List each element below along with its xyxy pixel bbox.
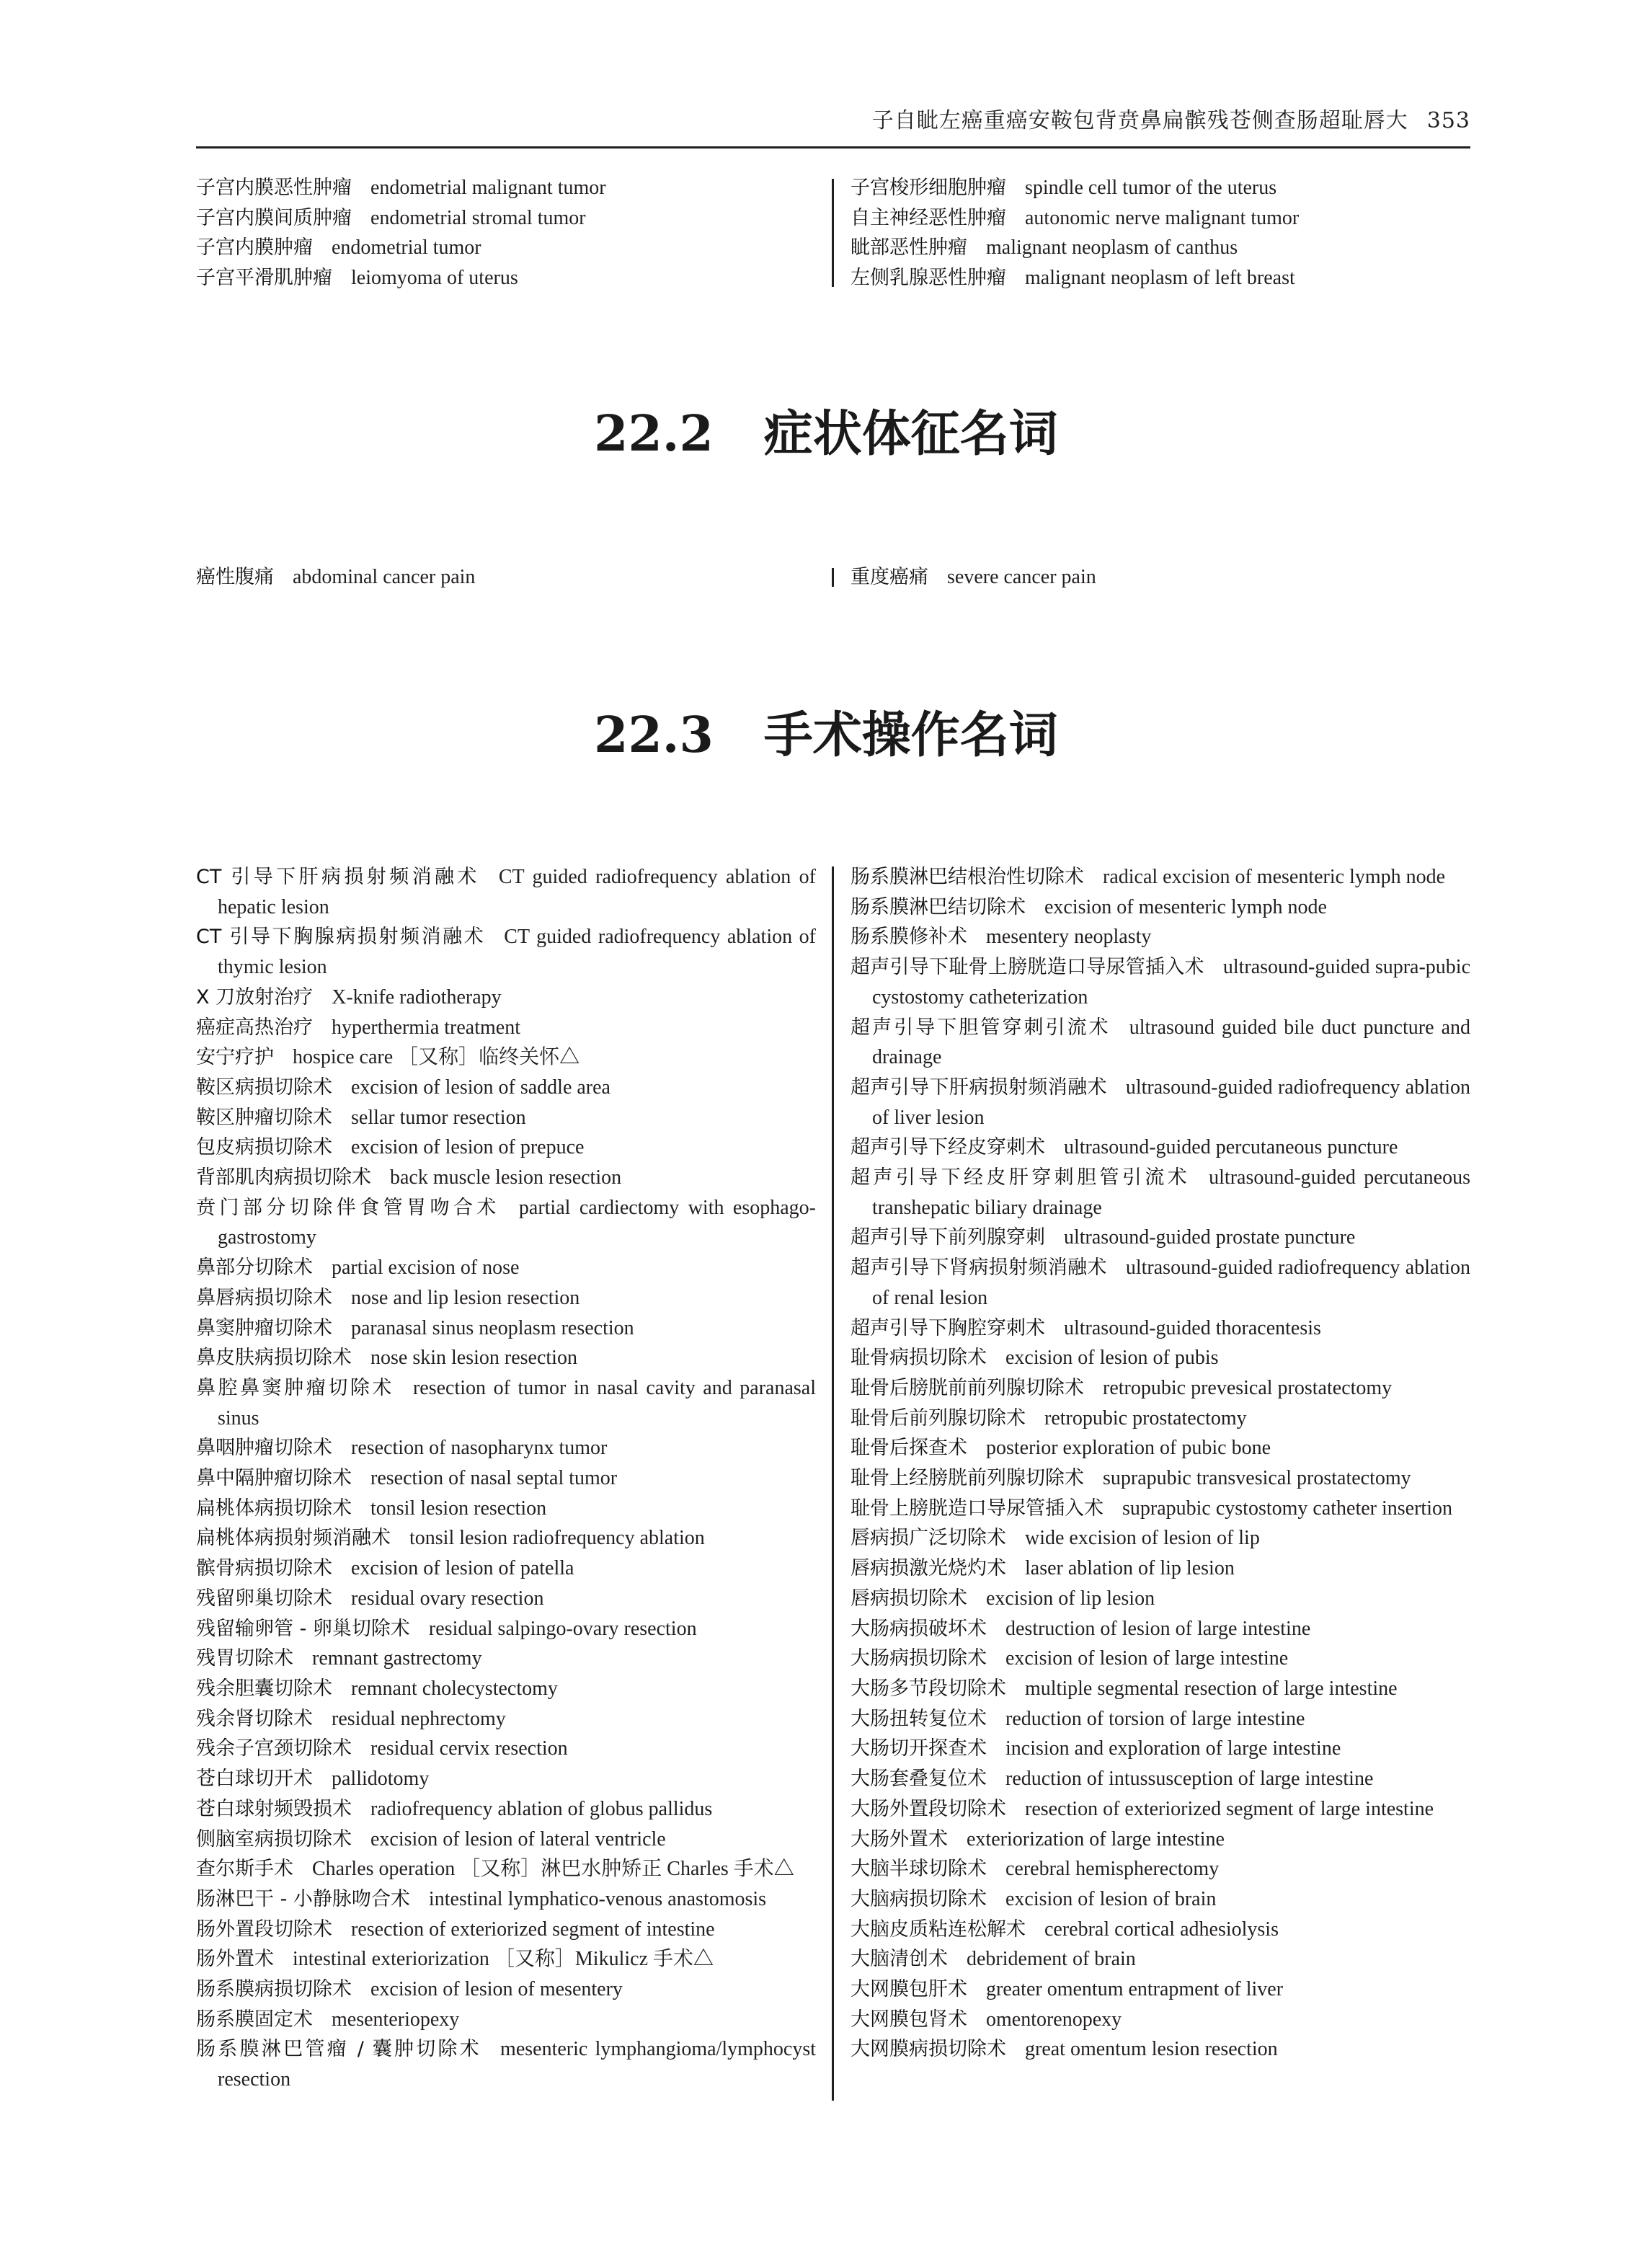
term-english: X-knife radiotherapy [332, 985, 502, 1009]
term-english: excision of lesion of saddle area [351, 1076, 610, 1099]
term-chinese: 超声引导下肝病损射频消融术 [851, 1076, 1107, 1099]
term-entry [196, 2005, 816, 2035]
term-english: pallidotomy [332, 1768, 430, 1791]
term-chinese: 耻骨后膀胱前前列腺切除术 [851, 1376, 1084, 1399]
term-chinese: 耻骨后前列腺切除术 [851, 1406, 1026, 1430]
term-english: Charles operation ［又称］淋巴水肿矫正 Charles 手术△ [312, 1858, 794, 1881]
term-chinese: 残留卵巢切除术 [196, 1587, 332, 1610]
term-english: partial cardiectomy with esophago-gastrostomy [218, 1196, 816, 1249]
term-english: omentorenopexy [986, 2008, 1122, 2031]
term-entry [196, 1614, 816, 1644]
term-entry [196, 1734, 816, 1764]
term-entry [851, 1343, 1470, 1373]
term-entry [851, 1584, 1470, 1614]
term-chinese: 超声引导下经皮穿刺术 [851, 1136, 1045, 1159]
term-entry [851, 1764, 1470, 1794]
term-chinese: 耻骨上经膀胱前列腺切除术 [851, 1467, 1084, 1490]
term-chinese: 大肠切开探查术 [851, 1737, 987, 1760]
term-entry [851, 1132, 1470, 1163]
term-english: partial excision of nose [332, 1256, 520, 1280]
term-entry [851, 922, 1470, 952]
term-entry [196, 1674, 816, 1704]
column-divider [832, 568, 834, 587]
term-english: excision of lesion of mesentery [370, 1978, 623, 2001]
term-english: laser ablation of lip lesion [1025, 1557, 1235, 1580]
term-chinese: 子宫内膜间质肿瘤 [196, 206, 352, 229]
term-chinese: 肠系膜淋巴结根治性切除术 [851, 866, 1084, 888]
term-chinese: 大肠外置术 [851, 1827, 948, 1850]
section-number: 22.2 [594, 405, 714, 463]
term-english: excision of mesenteric lymph node [1044, 895, 1327, 918]
term-english: resection of nasopharynx tumor [351, 1437, 608, 1460]
term-english: nose skin lesion resection [370, 1347, 577, 1370]
term-english: posterior exploration of pubic bone [986, 1437, 1271, 1460]
term-english: nose and lip lesion resection [351, 1286, 580, 1309]
term-entry [851, 1463, 1470, 1494]
term-english: excision of lesion of lateral ventricle [370, 1827, 666, 1850]
term-chinese: 癌性腹痛 [196, 566, 274, 588]
term-chinese: 查尔斯手术 [196, 1858, 293, 1881]
term-chinese: 超声引导下前列腺穿刺 [851, 1226, 1045, 1249]
term-english: radiofrequency ablation of globus pallidus [370, 1797, 713, 1820]
section-number: 22.3 [594, 706, 714, 764]
term-entry [851, 1794, 1470, 1825]
term-chinese: 残胃切除术 [196, 1647, 293, 1670]
term-block-2 [196, 562, 1470, 598]
term-entry [196, 1704, 816, 1734]
term-entry [196, 1854, 816, 1884]
term-chinese: 唇病损广泛切除术 [851, 1527, 1006, 1550]
term-chinese: 大肠多节段切除术 [851, 1677, 1006, 1700]
term-english: excision of lesion of large intestine [1005, 1647, 1289, 1670]
term-english: mesentery neoplasty [986, 926, 1152, 949]
term-chinese: 唇病损切除术 [851, 1587, 967, 1610]
term-entry [851, 1644, 1470, 1674]
term-english: cerebral hemispherectomy [1005, 1858, 1220, 1881]
term-column-right [851, 562, 1470, 593]
section-heading-22-3 [0, 706, 1652, 764]
term-entry [851, 952, 1470, 1012]
term-chinese: 苍白球射频毁损术 [196, 1797, 352, 1820]
term-english: excision of lesion of patella [351, 1557, 574, 1580]
term-chinese: 超声引导下肾病损射频消融术 [851, 1256, 1107, 1280]
term-english: residual ovary resection [351, 1587, 544, 1610]
term-chinese: 安宁疗护 [196, 1046, 274, 1069]
term-english: autonomic nerve malignant tumor [1025, 206, 1300, 229]
term-entry [851, 562, 1470, 593]
term-chinese: 残余胆囊切除术 [196, 1677, 332, 1700]
term-english: excision of lesion of pubis [1005, 1347, 1219, 1370]
section-title: 手术操作名词 [763, 706, 1058, 764]
header-text [872, 107, 1470, 136]
term-entry [851, 1854, 1470, 1884]
term-entry [851, 1974, 1470, 2005]
term-entry [196, 263, 816, 293]
term-chinese: 大脑病损切除术 [851, 1887, 987, 1910]
term-chinese: 大肠病损破坏术 [851, 1617, 987, 1640]
term-entry [851, 1373, 1470, 1404]
term-entry [196, 1313, 816, 1344]
term-chinese: 大肠套叠复位术 [851, 1768, 987, 1791]
term-entry [196, 1884, 816, 1915]
term-english: ultrasound-guided radiofrequency ablation of liver lesion [872, 1076, 1470, 1129]
term-english: resection of nasal septal tumor [370, 1467, 618, 1490]
term-english: excision of lip lesion [986, 1587, 1155, 1610]
term-english: exteriorization of large intestine [967, 1827, 1225, 1850]
term-english: multiple segmental resection of large intestine [1025, 1677, 1398, 1700]
term-column-right [851, 862, 1470, 2065]
term-entry [196, 1132, 816, 1163]
term-chinese: 大脑半球切除术 [851, 1858, 987, 1881]
term-english: resection of exteriorized segment of large intestine [1025, 1797, 1434, 1820]
term-entry [851, 862, 1470, 892]
term-chinese: 眦部恶性肿瘤 [851, 236, 967, 260]
term-english: endometrial tumor [332, 236, 481, 260]
term-chinese: 大肠外置段切除术 [851, 1797, 1006, 1820]
term-column-left [196, 562, 816, 593]
term-entry [196, 1644, 816, 1674]
term-entry [851, 1523, 1470, 1553]
term-entry [851, 203, 1470, 234]
term-english: ultrasound-guided supra-pubic cystostomy catheterization [872, 956, 1470, 1009]
running-header [196, 107, 1470, 146]
term-entry [196, 562, 816, 593]
term-english: residual cervix resection [370, 1737, 568, 1760]
term-chinese: 重度癌痛 [851, 566, 928, 588]
section-heading-22-2 [0, 405, 1652, 463]
term-entry [851, 1223, 1470, 1253]
term-chinese: 大肠扭转复位术 [851, 1707, 987, 1730]
term-chinese: 自主神经恶性肿瘤 [851, 206, 1006, 229]
term-english: residual nephrectomy [332, 1707, 506, 1730]
term-entry [196, 983, 816, 1013]
term-chinese: 超声引导下经皮肝穿刺胆管引流术 [851, 1166, 1191, 1189]
term-english: intestinal lymphatico-venous anastomosis [428, 1887, 767, 1910]
term-english: severe cancer pain [947, 566, 1096, 588]
term-entry [196, 1825, 816, 1855]
term-english: incision and exploration of large intestine [1005, 1737, 1341, 1760]
page-number: 353 [1426, 108, 1470, 133]
term-entry [196, 1013, 816, 1043]
term-chinese: 超声引导下胆管穿刺引流术 [851, 1016, 1111, 1039]
term-chinese: 左侧乳腺恶性肿瘤 [851, 267, 1006, 290]
term-chinese: 耻骨上膀胱造口导尿管插入术 [851, 1497, 1103, 1520]
term-chinese: 扁桃体病损切除术 [196, 1497, 352, 1520]
term-english: abdominal cancer pain [293, 566, 476, 588]
term-entry [851, 1313, 1470, 1344]
term-english: remnant gastrectomy [312, 1647, 482, 1670]
term-entry [851, 1253, 1470, 1313]
term-entry [851, 173, 1470, 203]
term-english: greater omentum entrapment of liver [986, 1978, 1284, 2001]
term-english: endometrial stromal tumor [370, 206, 586, 229]
column-divider [832, 179, 834, 287]
term-english: back muscle lesion resection [390, 1166, 622, 1189]
term-entry [851, 1013, 1470, 1073]
term-english: suprapubic transvesical prostatectomy [1103, 1467, 1411, 1490]
term-chinese: 大网膜包肾术 [851, 2008, 967, 2031]
term-entry [851, 1884, 1470, 1915]
term-chinese: 肠系膜病损切除术 [196, 1978, 352, 2001]
term-chinese: 唇病损激光烧灼术 [851, 1557, 1006, 1580]
term-english: radical excision of mesenteric lymph node [1103, 866, 1446, 888]
term-entry [851, 892, 1470, 923]
term-english: CT guided radiofrequency ablation of thymic lesion [218, 926, 816, 979]
term-entry [196, 1163, 816, 1193]
term-entry [196, 1073, 816, 1103]
term-entry [196, 1433, 816, 1463]
term-entry [196, 1523, 816, 1553]
term-chinese: 鼻皮肤病损切除术 [196, 1347, 352, 1370]
term-entry [851, 263, 1470, 293]
term-chinese: 超声引导下胸腔穿刺术 [851, 1316, 1045, 1339]
term-entry [851, 1944, 1470, 1974]
term-chinese: 贲门部分切除伴食管胃吻合术 [196, 1196, 500, 1219]
term-chinese: 肠系膜固定术 [196, 2008, 313, 2031]
term-chinese: 鼻唇病损切除术 [196, 1286, 332, 1309]
term-english: ultrasound guided bile duct puncture and drainage [872, 1016, 1471, 1069]
term-entry [196, 1042, 816, 1073]
term-chinese: CT 引导下胸腺病损射频消融术 [196, 926, 486, 949]
term-chinese: 鞍区肿瘤切除术 [196, 1106, 332, 1129]
term-chinese: 背部肌肉病损切除术 [196, 1166, 371, 1189]
term-chinese: 鞍区病损切除术 [196, 1076, 332, 1099]
term-entry [851, 1704, 1470, 1734]
term-entry [196, 233, 816, 263]
term-english: destruction of lesion of large intestine [1005, 1617, 1311, 1640]
term-english: retropubic prevesical prostatectomy [1103, 1376, 1393, 1399]
term-chinese: 残余子宫颈切除术 [196, 1737, 352, 1760]
term-entry [851, 1163, 1470, 1223]
term-english: ultrasound-guided radiofrequency ablation of renal lesion [872, 1256, 1470, 1309]
term-chinese: 大脑清创术 [851, 1948, 948, 1971]
term-chinese: 残余肾切除术 [196, 1707, 313, 1730]
term-entry [196, 1283, 816, 1313]
term-block-1 [196, 173, 1470, 296]
term-entry [196, 2034, 816, 2094]
term-entry [196, 862, 816, 922]
term-entry [196, 1494, 816, 1524]
term-english: resection of exteriorized segment of intestine [351, 1918, 715, 1941]
term-chinese: 鼻中隔肿瘤切除术 [196, 1467, 352, 1490]
term-entry [851, 1553, 1470, 1584]
term-english: excision of lesion of brain [1005, 1887, 1217, 1910]
term-english: wide excision of lesion of lip [1025, 1527, 1260, 1550]
term-chinese: 大网膜包肝术 [851, 1978, 967, 2001]
column-divider [832, 866, 834, 2101]
term-chinese: 大肠病损切除术 [851, 1647, 987, 1670]
term-chinese: X 刀放射治疗 [196, 985, 314, 1009]
term-entry [851, 2034, 1470, 2065]
term-entry [196, 922, 816, 982]
term-entry [851, 1674, 1470, 1704]
term-english: ultrasound-guided percutaneous puncture [1064, 1136, 1398, 1159]
term-chinese: 大网膜病损切除术 [851, 2038, 1006, 2061]
term-english: remnant cholecystectomy [351, 1677, 558, 1700]
term-entry [851, 2005, 1470, 2035]
term-english: intestinal exteriorization ［又称］Mikulicz 手术△ [293, 1948, 714, 1971]
term-english: hyperthermia treatment [332, 1016, 520, 1039]
term-english: endometrial malignant tumor [370, 177, 606, 199]
term-english: spindle cell tumor of the uterus [1025, 177, 1277, 199]
term-english: CT guided radiofrequency ablation of hepatic lesion [218, 866, 816, 918]
term-entry [851, 1614, 1470, 1644]
header-rule [196, 146, 1470, 149]
term-chinese: 癌症高热治疗 [196, 1016, 313, 1039]
term-chinese: 扁桃体病损射频消融术 [196, 1527, 391, 1550]
term-english: ultrasound-guided prostate puncture [1064, 1226, 1356, 1249]
header-title: 子自眦左癌重癌安鞍包背贲鼻扁髌残苍侧查肠超耻唇大 [871, 108, 1408, 133]
term-entry [196, 173, 816, 203]
term-english: suprapubic cystostomy catheter insertion [1122, 1497, 1452, 1520]
term-chinese: 大脑皮质粘连松解术 [851, 1918, 1026, 1941]
term-block-3 [196, 862, 1470, 2116]
term-english: reduction of torsion of large intestine [1005, 1707, 1305, 1730]
term-entry [196, 1794, 816, 1825]
term-entry [851, 233, 1470, 263]
term-entry [196, 1343, 816, 1373]
term-column-left [196, 173, 816, 293]
term-english: mesenteriopexy [332, 2008, 460, 2031]
term-english: ultrasound-guided thoracentesis [1064, 1316, 1321, 1339]
term-chinese: 鼻咽肿瘤切除术 [196, 1437, 332, 1460]
term-english: cerebral cortical adhesiolysis [1044, 1918, 1279, 1941]
term-entry [196, 1974, 816, 2005]
term-english: ultrasound-guided percutaneous transhepatic biliary drainage [872, 1166, 1470, 1219]
term-english: hospice care ［又称］临终关怀△ [293, 1046, 580, 1069]
term-chinese: 残留输卵管 - 卵巢切除术 [196, 1617, 410, 1640]
term-entry [851, 1825, 1470, 1855]
term-english: paranasal sinus neoplasm resection [351, 1316, 634, 1339]
term-chinese: 耻骨病损切除术 [851, 1347, 987, 1370]
term-entry [851, 1404, 1470, 1434]
term-chinese: 鼻部分切除术 [196, 1256, 313, 1280]
term-chinese: 子宫内膜肿瘤 [196, 236, 313, 260]
term-chinese: 侧脑室病损切除术 [196, 1827, 352, 1850]
term-english: excision of lesion of prepuce [351, 1136, 585, 1159]
term-chinese: 肠系膜修补术 [851, 926, 967, 949]
term-entry [196, 1764, 816, 1794]
term-column-right [851, 173, 1470, 293]
term-english: tonsil lesion resection [370, 1497, 547, 1520]
term-chinese: 苍白球切开术 [196, 1768, 313, 1791]
term-chinese: 鼻窦肿瘤切除术 [196, 1316, 332, 1339]
term-chinese: 肠外置术 [196, 1948, 274, 1971]
section-title: 症状体征名词 [763, 405, 1058, 463]
term-entry [196, 203, 816, 234]
term-entry [851, 1915, 1470, 1945]
term-english: leiomyoma of uterus [351, 267, 518, 290]
term-english: sellar tumor resection [351, 1106, 526, 1129]
term-chinese: 鼻腔鼻窦肿瘤切除术 [196, 1376, 394, 1399]
term-chinese: 子宫梭形细胞肿瘤 [851, 177, 1006, 199]
term-chinese: 髌骨病损切除术 [196, 1557, 332, 1580]
term-entry [851, 1734, 1470, 1764]
term-english: tonsil lesion radiofrequency ablation [409, 1527, 705, 1550]
term-english: malignant neoplasm of left breast [1025, 267, 1295, 290]
term-entry [196, 1103, 816, 1133]
term-chinese: 肠系膜淋巴结切除术 [851, 895, 1026, 918]
term-english: residual salpingo-ovary resection [428, 1617, 697, 1640]
term-chinese: 包皮病损切除术 [196, 1136, 332, 1159]
term-chinese: 肠淋巴干 - 小静脉吻合术 [196, 1887, 410, 1910]
term-entry [196, 1463, 816, 1494]
term-entry [196, 1253, 816, 1283]
term-english: retropubic prostatectomy [1044, 1406, 1247, 1430]
term-chinese: CT 引导下肝病损射频消融术 [196, 866, 480, 888]
term-entry [196, 1193, 816, 1253]
term-entry [851, 1433, 1470, 1463]
term-english: debridement of brain [967, 1948, 1136, 1971]
term-entry [196, 1584, 816, 1614]
term-english: malignant neoplasm of canthus [986, 236, 1238, 260]
term-chinese: 肠系膜淋巴管瘤 / 囊肿切除术 [196, 2038, 482, 2061]
term-entry [196, 1915, 816, 1945]
term-entry [196, 1373, 816, 1433]
term-chinese: 超声引导下耻骨上膀胱造口导尿管插入术 [851, 956, 1204, 979]
term-chinese: 子宫内膜恶性肿瘤 [196, 177, 352, 199]
term-english: mesenteric lymphangioma/lymphocyst resection [218, 2038, 817, 2091]
term-entry [196, 1553, 816, 1584]
term-chinese: 肠外置段切除术 [196, 1918, 332, 1941]
term-english: great omentum lesion resection [1025, 2038, 1278, 2061]
term-english: resection of tumor in nasal cavity and paranasal sinus [218, 1376, 816, 1430]
term-column-left [196, 862, 816, 2095]
term-english: reduction of intussusception of large intestine [1005, 1768, 1374, 1791]
term-chinese: 子宫平滑肌肿瘤 [196, 267, 332, 290]
term-chinese: 耻骨后探查术 [851, 1437, 967, 1460]
term-entry [196, 1944, 816, 1974]
term-entry [851, 1073, 1470, 1132]
term-entry [851, 1494, 1470, 1524]
